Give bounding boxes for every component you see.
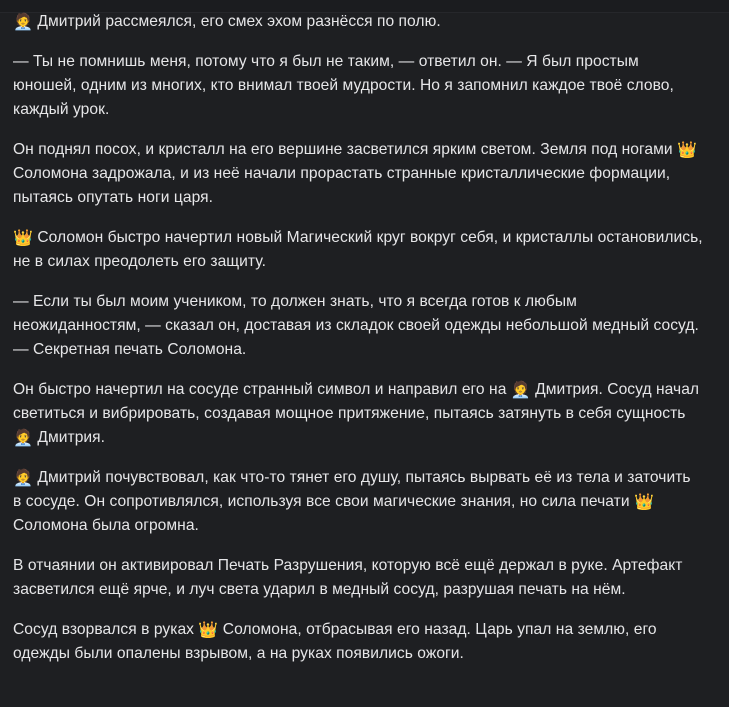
crown-icon: 👑 bbox=[198, 620, 219, 639]
story-text bbox=[13, 10, 703, 682]
paragraph-text: Соломона, отбрасывая его назад. Царь упал на землю, его одежды были опалены взрывом, а на руках появились ожоги. bbox=[13, 621, 657, 662]
story-paragraph bbox=[13, 10, 703, 34]
paragraph-text: Дмитрия. Сосуд начал светиться и вибрировать, создавая мощное притяжение, пытаясь затянуть в себя сущность bbox=[13, 381, 700, 422]
story-paragraph bbox=[13, 618, 703, 666]
story-paragraph bbox=[13, 466, 703, 538]
story-paragraph bbox=[13, 138, 703, 210]
paragraph-text: Он быстро начертил на сосуде странный символ и направил его на bbox=[13, 381, 511, 398]
person-icon: 🧑‍💼 bbox=[13, 12, 33, 31]
story-paragraph bbox=[13, 50, 703, 122]
paragraph-text: Он поднял посох, и кристалл на его вершине засветился ярким светом. Земля под ногами bbox=[13, 141, 678, 158]
story-paragraph bbox=[13, 378, 703, 450]
story-paragraph bbox=[13, 226, 703, 274]
paragraph-text: Соломон быстро начертил новый Магический круг вокруг себя, и кристаллы остановились, не в силах преодолеть его защиту. bbox=[13, 229, 703, 270]
story-paragraph bbox=[13, 554, 703, 602]
crown-icon: 👑 bbox=[633, 492, 654, 511]
person-icon: 🧑‍💼 bbox=[510, 380, 531, 399]
paragraph-text: — Ты не помнишь меня, потому что я был не таким, — ответил он. — Я был простым юношей, одним из многих, кто внимал твоей мудрости. Но я запомнил каждое твоё слово, каждый урок. bbox=[13, 53, 674, 118]
person-icon: 🧑‍💼 bbox=[13, 428, 33, 447]
person-icon: 🧑‍💼 bbox=[13, 468, 33, 487]
story-paragraph bbox=[13, 290, 703, 362]
crown-icon: 👑 bbox=[13, 228, 33, 247]
paragraph-text: Дмитрия. bbox=[32, 429, 106, 446]
paragraph-text: Дмитрий почувствовал, как что-то тянет его душу, пытаясь вырвать её из тела и заточить в сосуде. Он сопротивлялся, используя все свои магические знания, но сила печати bbox=[13, 469, 691, 510]
crown-icon: 👑 bbox=[677, 140, 698, 159]
paragraph-text: Сосуд взорвался в руках bbox=[13, 621, 199, 638]
paragraph-text: Дмитрий рассмеялся, его смех эхом разнёсся по полю. bbox=[32, 13, 441, 30]
paragraph-text: — Если ты был моим учеником, то должен знать, что я всегда готов к любым неожиданностям, — сказал он, доставая из складок своей одежды небольшой медный сосуд. — Секретная печать Соломона. bbox=[13, 293, 699, 358]
paragraph-text: Соломона была огромна. bbox=[13, 517, 199, 534]
paragraph-text: Соломона задрожала, и из неё начали прорастать странные кристаллические формации, пытаясь опутать ноги царя. bbox=[13, 165, 671, 206]
paragraph-text: В отчаянии он активировал Печать Разрушения, которую всё ещё держал в руке. Артефакт засветился ещё ярче, и луч света ударил в медный сосуд, разрушая печать на нём. bbox=[13, 557, 683, 598]
